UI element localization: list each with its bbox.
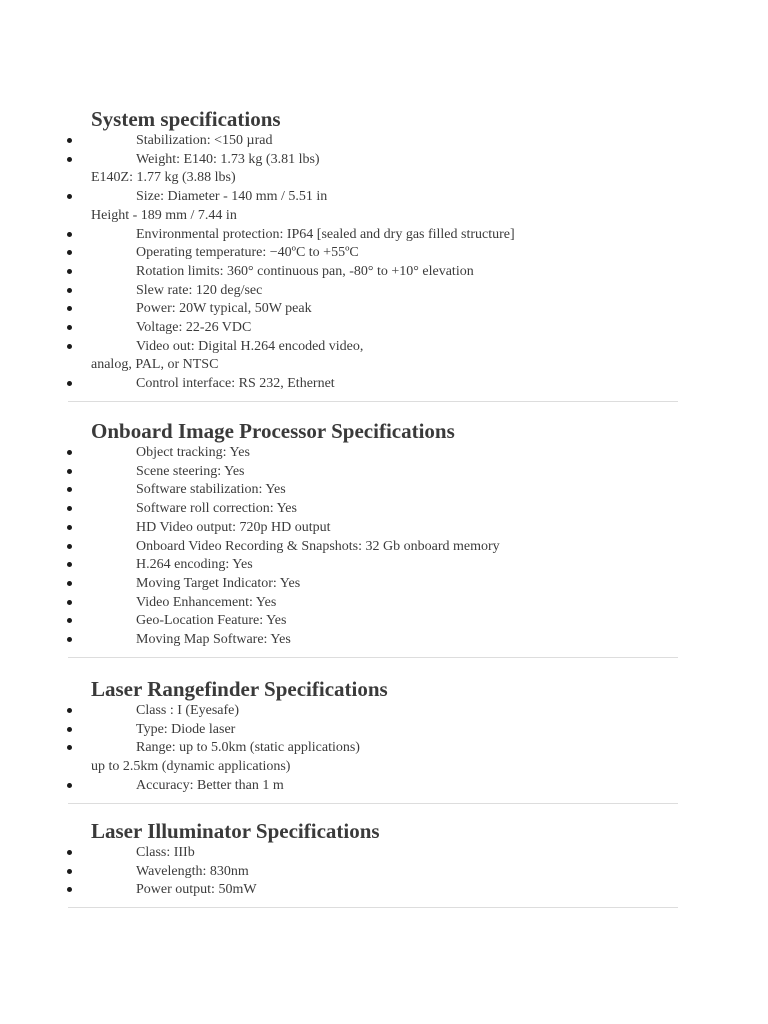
bullet-icon [67, 381, 72, 386]
list-item-text: Power: 20W typical, 50W peak [136, 301, 312, 317]
list-item-text: Rotation limits: 360° continuous pan, -80° to +10° elevation [136, 263, 474, 279]
section-title-system-specifications: System specifications [91, 107, 281, 131]
bullet-icon [67, 487, 72, 492]
list-item-text: Onboard Video Recording & Snapshots: 32 Gb onboard memory [136, 538, 500, 554]
list-item-text: Size: Diameter - 140 mm / 5.51 in [136, 189, 328, 205]
bullet-icon [67, 850, 72, 855]
list-item-text: Power output: 50mW [136, 882, 257, 898]
list-item [0, 611, 768, 630]
bullet-icon [67, 250, 72, 255]
list-item [0, 630, 768, 649]
bullet-icon [67, 469, 72, 474]
bullet-icon [67, 869, 72, 874]
list-item-text: Type: Diode laser [136, 721, 236, 737]
list-item-text: Wavelength: 830nm [136, 863, 249, 879]
list-item-continuation-text: analog, PAL, or NTSC [91, 357, 219, 373]
list-item [0, 318, 768, 337]
list-item [0, 776, 768, 795]
list-item-continuation [0, 206, 768, 225]
bullet-icon [67, 783, 72, 788]
list-item-text: Control interface: RS 232, Ethernet [136, 376, 335, 392]
bullet-icon [67, 325, 72, 330]
bullet-icon [67, 288, 72, 293]
list-item [0, 443, 768, 462]
section-divider [68, 803, 678, 804]
list-item-continuation [0, 168, 768, 187]
list-item-text: Weight: E140: 1.73 kg (3.81 lbs) [136, 151, 320, 167]
list-item-text: Environmental protection: IP64 [sealed and dry gas filled structure] [136, 226, 515, 242]
list-item-text: HD Video output: 720p HD output [136, 519, 331, 535]
list-item-text: Stabilization: <150 µrad [136, 133, 273, 148]
list-item-continuation-text: E140Z: 1.77 kg (3.88 lbs) [91, 170, 236, 186]
bullet-icon [67, 562, 72, 567]
list-item [0, 131, 768, 150]
list-item-text: Geo-Location Feature: Yes [136, 613, 287, 629]
list-item-continuation [0, 355, 768, 374]
list-item-text: Slew rate: 120 deg/sec [136, 282, 263, 298]
bullet-icon [67, 525, 72, 530]
list-item-text: H.264 encoding: Yes [136, 557, 253, 573]
list-item [0, 843, 768, 862]
list-item [0, 337, 768, 356]
list-item [0, 862, 768, 881]
list-item [0, 299, 768, 318]
bullet-icon [67, 600, 72, 605]
list-item-text: Class : I (Eyesafe) [136, 703, 240, 718]
bullet-icon [67, 138, 72, 143]
bullet-icon [67, 637, 72, 642]
list-item-text: Scene steering: Yes [136, 463, 245, 479]
list-item-continuation-text: Height - 189 mm / 7.44 in [91, 207, 237, 223]
bullet-icon [67, 544, 72, 549]
list-item-text: Class: IIIb [136, 845, 195, 860]
list-item [0, 880, 768, 899]
bullet-icon [67, 887, 72, 892]
list-item [0, 555, 768, 574]
list-item-text: Accuracy: Better than 1 m [136, 777, 284, 793]
list-item-text: Video out: Digital H.264 encoded video, [136, 338, 364, 354]
section-title-laser-illuminator-specifications: Laser Illuminator Specifications [91, 819, 380, 843]
section-divider [68, 401, 678, 402]
list-item-continuation [0, 757, 768, 776]
bullet-icon [67, 506, 72, 511]
bullet-icon [67, 344, 72, 349]
bullet-icon [67, 727, 72, 732]
list-item [0, 720, 768, 739]
list-item [0, 225, 768, 244]
bullet-icon [67, 708, 72, 713]
list-item [0, 374, 768, 393]
bullet-icon [67, 745, 72, 750]
list-item [0, 701, 768, 720]
bullet-icon [67, 581, 72, 586]
bullet-icon [67, 618, 72, 623]
list-item [0, 243, 768, 262]
section-divider [68, 907, 678, 908]
section-title-onboard-image-processor-specifications: Onboard Image Processor Specifications [91, 419, 455, 443]
bullet-icon [67, 194, 72, 199]
list-item-text: Moving Map Software: Yes [136, 632, 291, 647]
list-item [0, 187, 768, 206]
list-item [0, 574, 768, 593]
section-title-laser-rangefinder-specifications: Laser Rangefinder Specifications [91, 677, 388, 701]
list-item [0, 480, 768, 499]
list-item [0, 262, 768, 281]
list-item [0, 281, 768, 300]
list-item-text: Video Enhancement: Yes [136, 594, 277, 610]
list-item-continuation-text: up to 2.5km (dynamic applications) [91, 759, 291, 775]
list-item-text: Range: up to 5.0km (static applications) [136, 740, 360, 756]
list-item [0, 593, 768, 612]
list-item [0, 738, 768, 757]
bullet-icon [67, 269, 72, 274]
list-item-text: Voltage: 22-26 VDC [136, 320, 252, 335]
list-item [0, 150, 768, 169]
list-item [0, 537, 768, 556]
section-divider [68, 657, 678, 658]
list-item-text: Software stabilization: Yes [136, 482, 286, 498]
list-item-text: Software roll correction: Yes [136, 501, 297, 517]
bullet-icon [67, 450, 72, 455]
bullet-icon [67, 306, 72, 311]
bullet-icon [67, 232, 72, 237]
list-item [0, 462, 768, 481]
list-item-text: Moving Target Indicator: Yes [136, 575, 301, 591]
list-item-text: Object tracking: Yes [136, 445, 250, 460]
list-item [0, 518, 768, 537]
list-item [0, 499, 768, 518]
bullet-icon [67, 157, 72, 162]
list-item-text: Operating temperature: −40ºC to +55ºC [136, 245, 359, 261]
